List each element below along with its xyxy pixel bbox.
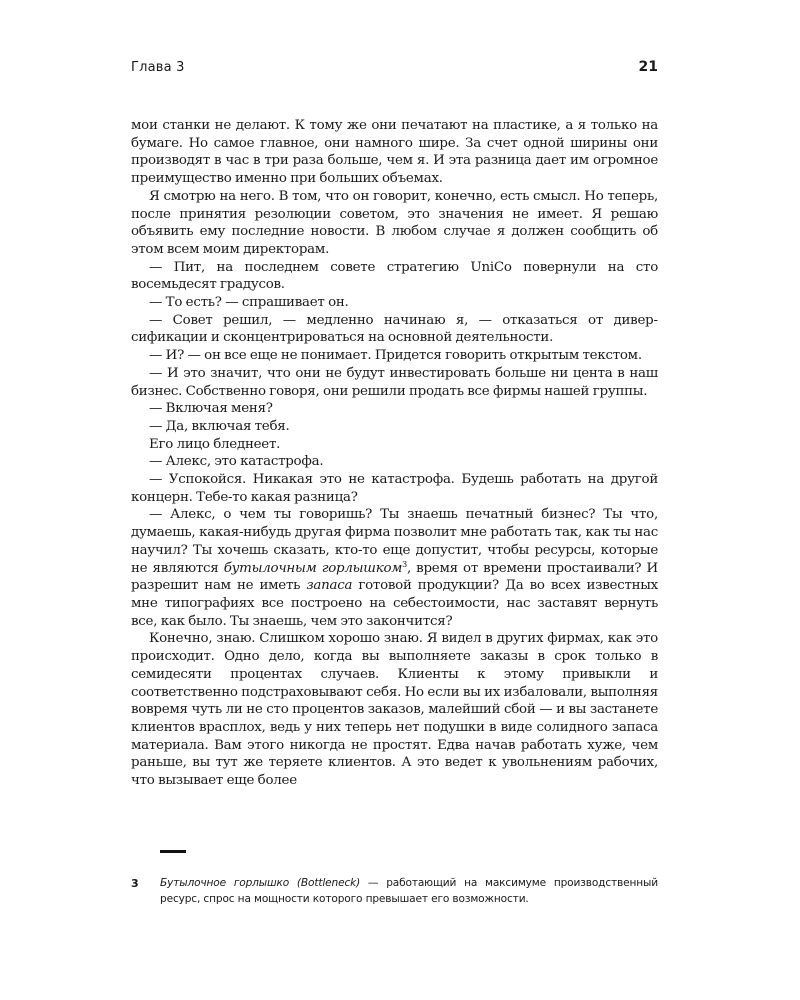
- emphasis-term: бутылочным горлышком: [223, 560, 403, 576]
- paragraph: Его лицо бледнеет.: [149, 436, 281, 452]
- page-number: 21: [638, 59, 658, 75]
- paragraph: Я смотрю на него. В том, что он говорит, конечно, есть смысл. Но теперь, после принятия резолюции советом, это значения не имеет. Я решаю объявить ему последние новости. В любом случае я должен сообщить об этом всем моим директорам.: [131, 188, 658, 257]
- running-header: [131, 58, 658, 78]
- paragraph: — Да, включая тебя.: [149, 418, 290, 434]
- footnote-ref[interactable]: 3: [402, 559, 407, 569]
- footnote: [131, 876, 658, 907]
- footnote-number: 3: [131, 877, 139, 890]
- paragraph: — Алекс, это катастрофа.: [149, 454, 324, 470]
- paragraph: Конечно, знаю. Слишком хорошо знаю. Я видел в других фирмах, как это происходит. Одно дело, когда вы выполняете заказы в срок только в семидесяти процентах случаев. Клиенты к этому привыкли и соответственно подстраховывают себя. Но если вы их избаловали, выполняя вовремя чуть ли не сто процентов заказов, малейший сбой — и вы застанете клиентов врасплох, ведь у них теперь нет подушки в виде солидного запаса материала. Вам этого никогда не простят. Едва начав работать хуже, чем раньше, вы тут же теряете клиентов. А это ведет к увольнениям рабочих, что вызывает еще более: [131, 631, 658, 789]
- paragraph: — Пит, на последнем совете стратегию UniCo повернули на сто восемьдесят градусов.: [131, 259, 658, 293]
- footnote-separator: [160, 850, 186, 853]
- paragraph: — Включая меня?: [149, 401, 273, 417]
- paragraph: мои станки не делают. К тому же они печатают на пластике, а я только на бумаге. Но самое главное, они намного шире. За счет одной ширины они производят в час в три раза больше, чем я. И эта разница дает им огромное преимущество именно при больших объемах.: [131, 118, 658, 187]
- body-text: [131, 117, 658, 790]
- footnote-text: Бутылочное горлышко (Bottleneck) — работающий на максимуме производственный ресурс, спрос на мощности которого превышает его возможности.: [160, 877, 658, 905]
- paragraph: — Алекс, о чем ты говоришь? Ты знаешь печатный бизнес? Ты что, думаешь, какая-нибудь другая фирма позволит мне работать так, как ты нас научил? Ты хочешь сказать, кто-то еще допустит, чтобы ресурсы, которые не являются бутылочным горлышком$^3$, время от времени простаивали? И разрешит нам не иметь запаса готовой продукции? Да во всех известных мне типографиях все построено на себестоимости, нас заставят вернуть все, как было. Ты знаешь, чем это закончится?: [131, 507, 658, 629]
- paragraph: — Успокойся. Никакая это не катастрофа. Будешь работать на другой концерн. Тебе-то какая разница?: [131, 472, 658, 505]
- footnote-term: Бутылочное горлышко (Bottleneck): [160, 877, 361, 889]
- paragraph: — Совет решил, — медленно начинаю я, — отказаться от диверсификации и сконцентрироваться на основной деятельности.: [131, 312, 658, 346]
- chapter-title: Глава 3: [131, 60, 185, 75]
- paragraph: — И? — он все еще не понимает. Придется говорить открытым текстом.: [149, 348, 642, 364]
- emphasis-term: запаса: [306, 578, 353, 594]
- paragraph: — То есть? — спрашивает он.: [149, 295, 349, 311]
- paragraph: — И это значит, что они не будут инвестировать больше ни цента в наш бизнес. Собственно говоря, они решили продать все фирмы нашей группы.: [131, 365, 658, 399]
